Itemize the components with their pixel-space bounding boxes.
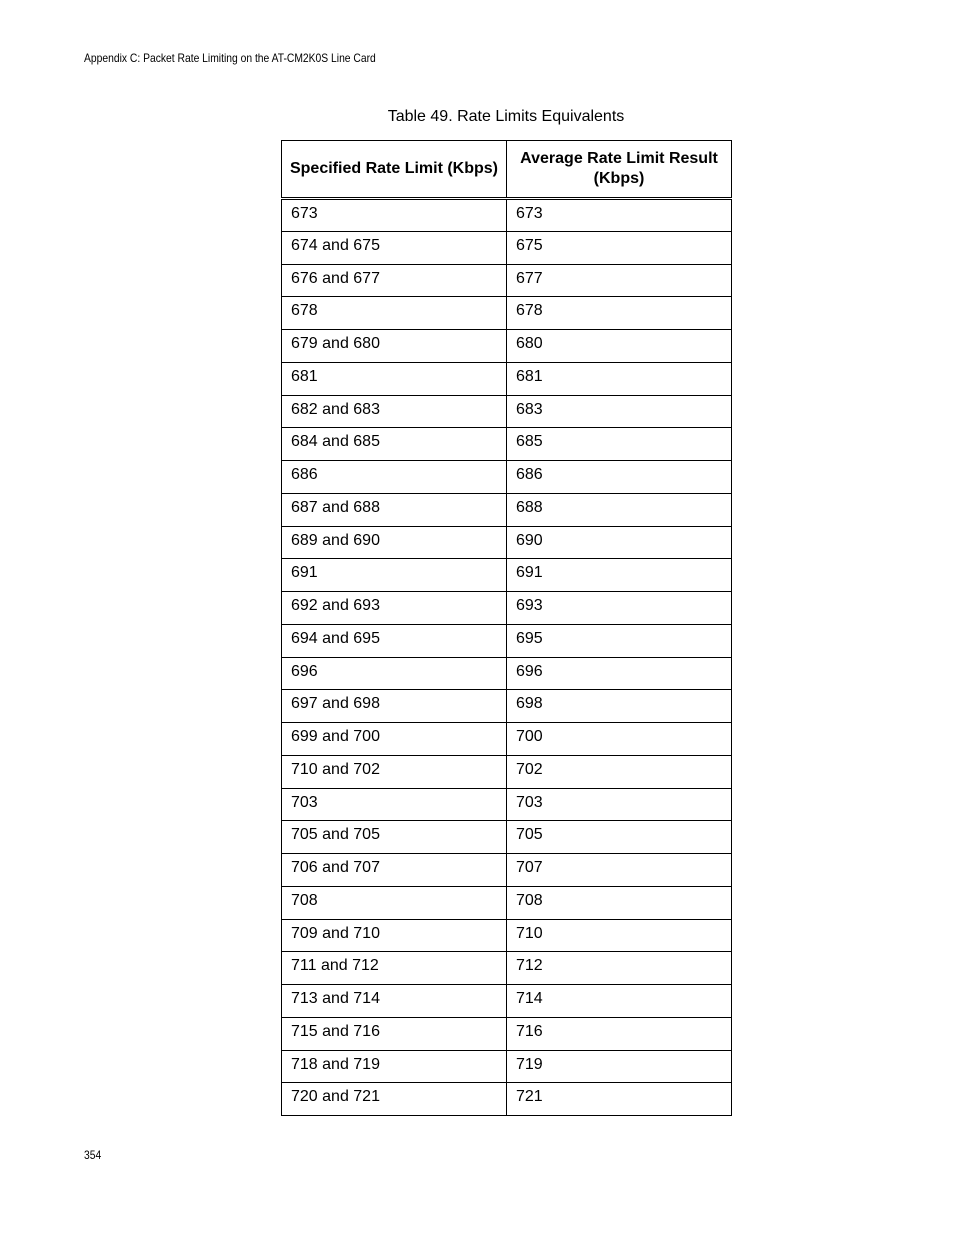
table-row <box>282 985 732 1018</box>
table-body <box>282 199 732 1116</box>
average-rate-cell: 690 <box>507 526 732 559</box>
average-rate-cell: 721 <box>507 1083 732 1116</box>
specified-rate-cell: 696 <box>282 657 507 690</box>
specified-rate-cell: 715 and 716 <box>282 1017 507 1050</box>
table-row <box>282 690 732 723</box>
table-caption: Table 49. Rate Limits Equivalents <box>387 108 625 125</box>
average-rate-cell: 698 <box>507 690 732 723</box>
table-row <box>282 592 732 625</box>
table-row <box>282 788 732 821</box>
specified-rate-cell: 708 <box>282 886 507 919</box>
table-row <box>282 624 732 657</box>
specified-rate-cell: 687 and 688 <box>282 493 507 526</box>
specified-rate-cell: 720 and 721 <box>282 1083 507 1116</box>
table-row <box>282 199 732 232</box>
specified-rate-cell: 697 and 698 <box>282 690 507 723</box>
average-rate-cell: 702 <box>507 755 732 788</box>
rate-limits-table <box>281 140 732 1116</box>
table-row <box>282 428 732 461</box>
table-row <box>282 526 732 559</box>
table-row <box>282 362 732 395</box>
average-rate-cell: 716 <box>507 1017 732 1050</box>
average-rate-cell: 719 <box>507 1050 732 1083</box>
specified-rate-cell: 691 <box>282 559 507 592</box>
table-row <box>282 919 732 952</box>
average-rate-cell: 686 <box>507 461 732 494</box>
specified-rate-cell: 686 <box>282 461 507 494</box>
specified-rate-cell: 679 and 680 <box>282 330 507 363</box>
average-rate-cell: 688 <box>507 493 732 526</box>
specified-rate-cell: 676 and 677 <box>282 264 507 297</box>
table-row <box>282 821 732 854</box>
specified-rate-cell: 713 and 714 <box>282 985 507 1018</box>
table-row <box>282 952 732 985</box>
average-rate-cell: 678 <box>507 297 732 330</box>
specified-rate-cell: 692 and 693 <box>282 592 507 625</box>
table-row <box>282 493 732 526</box>
average-rate-cell: 710 <box>507 919 732 952</box>
average-rate-cell: 712 <box>507 952 732 985</box>
average-rate-cell: 675 <box>507 231 732 264</box>
average-rate-cell: 680 <box>507 330 732 363</box>
specified-rate-cell: 705 and 705 <box>282 821 507 854</box>
specified-rate-cell: 674 and 675 <box>282 231 507 264</box>
average-rate-cell: 693 <box>507 592 732 625</box>
table-row <box>282 264 732 297</box>
average-rate-cell: 714 <box>507 985 732 1018</box>
specified-rate-cell: 684 and 685 <box>282 428 507 461</box>
average-rate-cell: 708 <box>507 886 732 919</box>
average-rate-cell: 705 <box>507 821 732 854</box>
table-row <box>282 657 732 690</box>
average-rate-cell: 685 <box>507 428 732 461</box>
table-row <box>282 330 732 363</box>
specified-rate-cell: 699 and 700 <box>282 723 507 756</box>
table-row <box>282 886 732 919</box>
average-rate-cell: 696 <box>507 657 732 690</box>
specified-rate-cell: 710 and 702 <box>282 755 507 788</box>
specified-rate-cell: 709 and 710 <box>282 919 507 952</box>
table-row <box>282 755 732 788</box>
average-rate-cell: 683 <box>507 395 732 428</box>
specified-rate-cell: 682 and 683 <box>282 395 507 428</box>
header-row <box>282 141 732 199</box>
column-header-average-rate: Average Rate Limit Result (Kbps) <box>507 141 732 199</box>
average-rate-cell: 695 <box>507 624 732 657</box>
table-row <box>282 297 732 330</box>
table-row <box>282 1017 732 1050</box>
table-row <box>282 395 732 428</box>
average-rate-cell: 700 <box>507 723 732 756</box>
table-row <box>282 1050 732 1083</box>
average-rate-cell: 691 <box>507 559 732 592</box>
specified-rate-cell: 718 and 719 <box>282 1050 507 1083</box>
table-row <box>282 854 732 887</box>
specified-rate-cell: 703 <box>282 788 507 821</box>
running-header: Appendix C: Packet Rate Limiting on the AT-CM2K0S Line Card <box>84 51 376 65</box>
table-row <box>282 723 732 756</box>
table-header <box>282 141 732 199</box>
specified-rate-cell: 673 <box>282 199 507 232</box>
specified-rate-cell: 706 and 707 <box>282 854 507 887</box>
average-rate-cell: 673 <box>507 199 732 232</box>
specified-rate-cell: 681 <box>282 362 507 395</box>
column-header-specified-rate: Specified Rate Limit (Kbps) <box>282 141 507 199</box>
average-rate-cell: 681 <box>507 362 732 395</box>
average-rate-cell: 703 <box>507 788 732 821</box>
specified-rate-cell: 694 and 695 <box>282 624 507 657</box>
table-row <box>282 461 732 494</box>
specified-rate-cell: 678 <box>282 297 507 330</box>
table-row <box>282 231 732 264</box>
table-row <box>282 559 732 592</box>
specified-rate-cell: 689 and 690 <box>282 526 507 559</box>
page-number: 354 <box>84 1148 102 1162</box>
average-rate-cell: 677 <box>507 264 732 297</box>
average-rate-cell: 707 <box>507 854 732 887</box>
table-row <box>282 1083 732 1116</box>
specified-rate-cell: 711 and 712 <box>282 952 507 985</box>
